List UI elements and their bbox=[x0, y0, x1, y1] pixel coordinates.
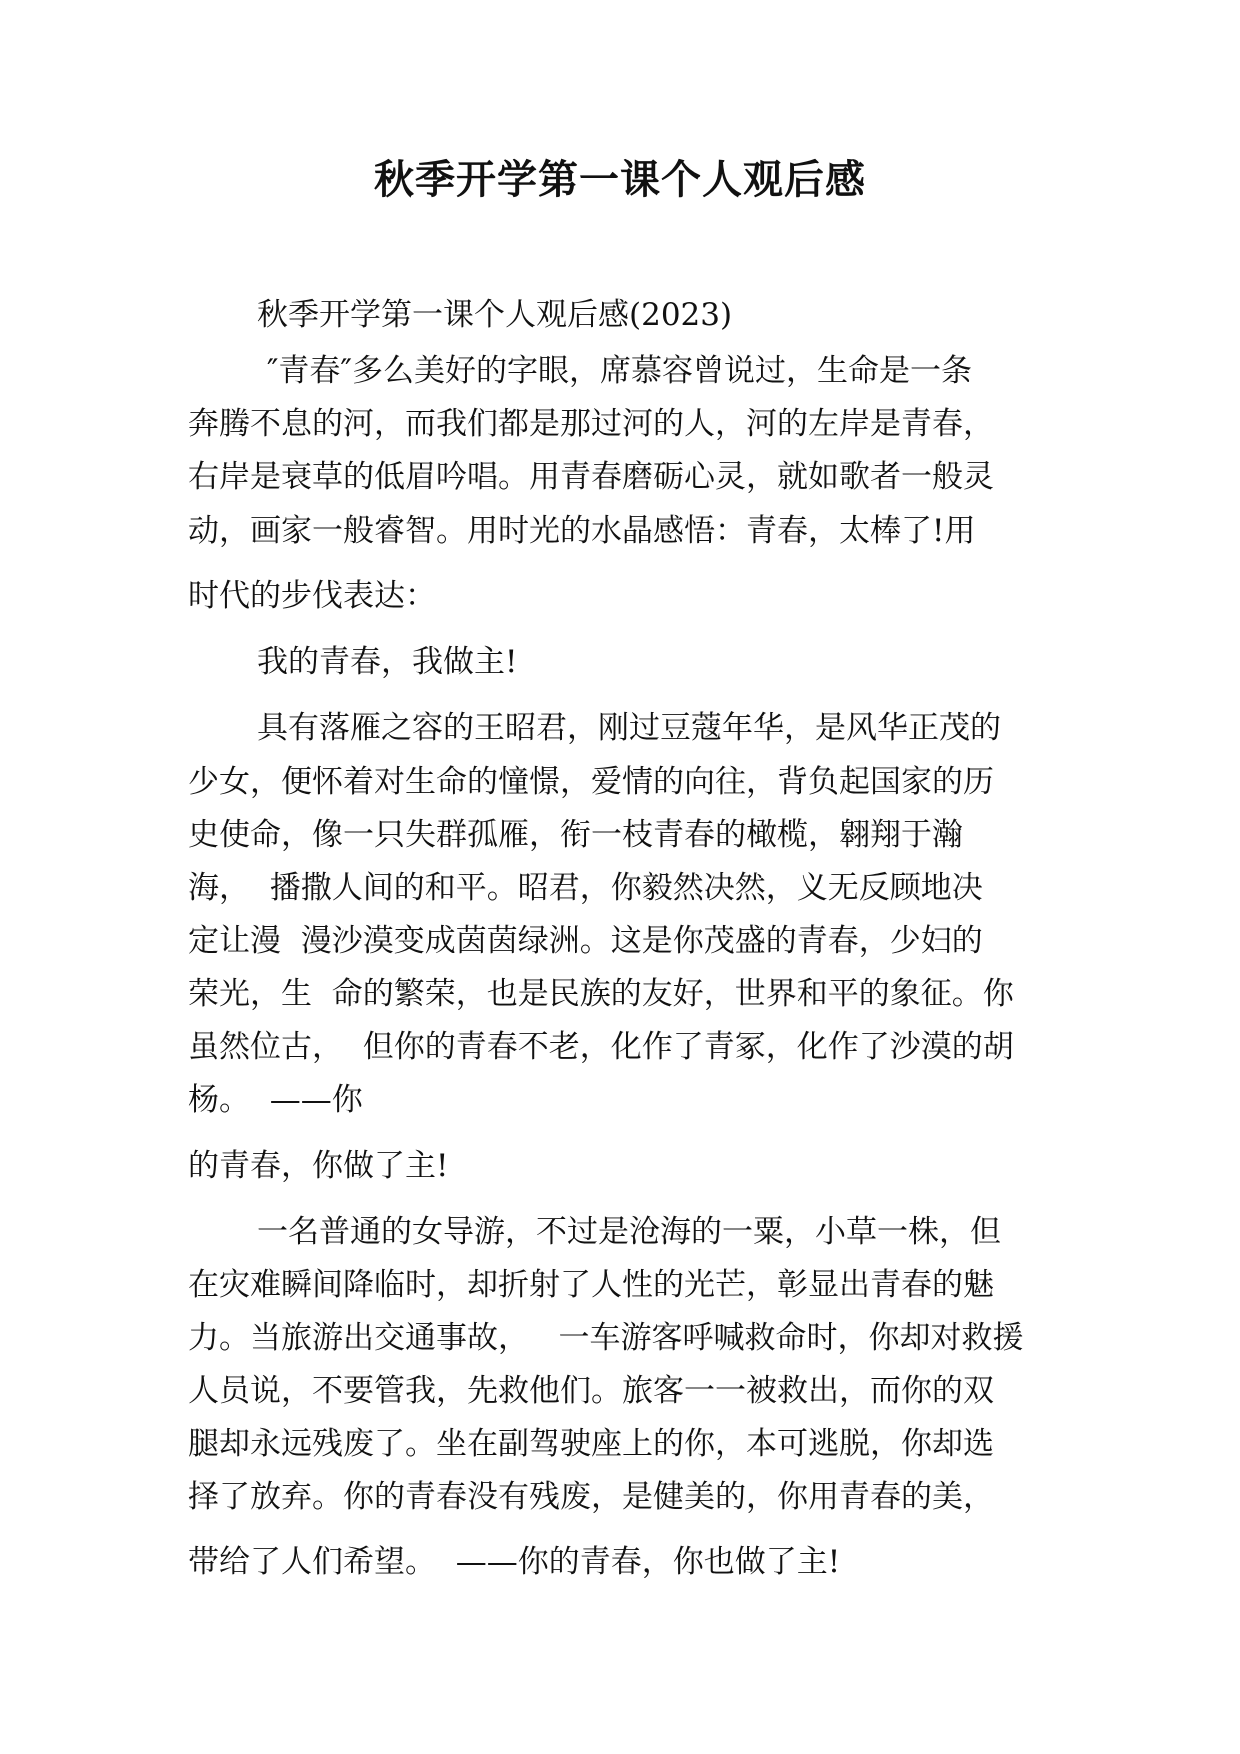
body-line: 虽然位古， 但你的青春不老，化作了青冢，化作了沙漠的胡 bbox=[188, 1029, 1014, 1065]
body-line: 杨。 ——你 bbox=[188, 1082, 363, 1118]
body-line: 的青春，你做了主! bbox=[188, 1148, 449, 1184]
body-line: 我的青春，我做主! bbox=[257, 644, 518, 680]
body-line: 在灾难瞬间降临时，却折射了人性的光芒，彰显出青春的魅 bbox=[188, 1267, 994, 1303]
body-line: 少女，便怀着对生命的憧憬，爱情的向往，背负起国家的历 bbox=[188, 764, 994, 800]
body-line: 择了放弃。你的青春没有残废，是健美的，你用青春的美， bbox=[188, 1479, 994, 1515]
body-line: 定让漫 漫沙漠变成茵茵绿洲。这是你茂盛的青春，少妇的 bbox=[188, 923, 983, 959]
body-line: 具有落雁之容的王昭君，刚过豆蔻年华，是风华正茂的 bbox=[257, 710, 1001, 746]
body-line: 带给了人们希望。 ——你的青春，你也做了主! bbox=[188, 1544, 841, 1580]
body-line: 力。当旅游出交通事故， 一车游客呼喊救命时，你却对救援 bbox=[188, 1320, 1024, 1356]
body-line: 右岸是衰草的低眉吟唱。用青春磨砺心灵，就如歌者一般灵 bbox=[188, 459, 994, 495]
body-line: 时代的步伐表达： bbox=[188, 578, 436, 614]
body-line: 人员说，不要管我，先救他们。旅客一一被救出，而你的双 bbox=[188, 1373, 994, 1409]
body-line: 动，画家一般睿智。用时光的水晶感悟：青春，太棒了!用 bbox=[188, 513, 976, 549]
body-line: 腿却永远残废了。坐在副驾驶座上的你，本可逃脱，你却选 bbox=[188, 1426, 994, 1462]
body-line: 一名普通的女导游，不过是沧海的一粟，小草一株，但 bbox=[257, 1214, 1001, 1250]
document-title: 秋季开学第一课个人观后感 bbox=[374, 157, 866, 203]
body-line-heading: 秋季开学第一课个人观后感(2023) bbox=[257, 297, 733, 333]
body-line: 荣光，生 命的繁荣，也是民族的友好，世界和平的象征。你 bbox=[188, 976, 1014, 1012]
body-line: 史使命，像一只失群孤雁，衔一枝青春的橄榄，翱翔于瀚 bbox=[188, 817, 963, 853]
body-line: 奔腾不息的河，而我们都是那过河的人，河的左岸是青春， bbox=[188, 406, 994, 442]
body-line: ″青春″多么美好的字眼，席慕容曾说过，生命是一条 bbox=[257, 353, 973, 389]
body-line: 海， 播撒人间的和平。昭君，你毅然决然，义无反顾地决 bbox=[188, 870, 983, 906]
